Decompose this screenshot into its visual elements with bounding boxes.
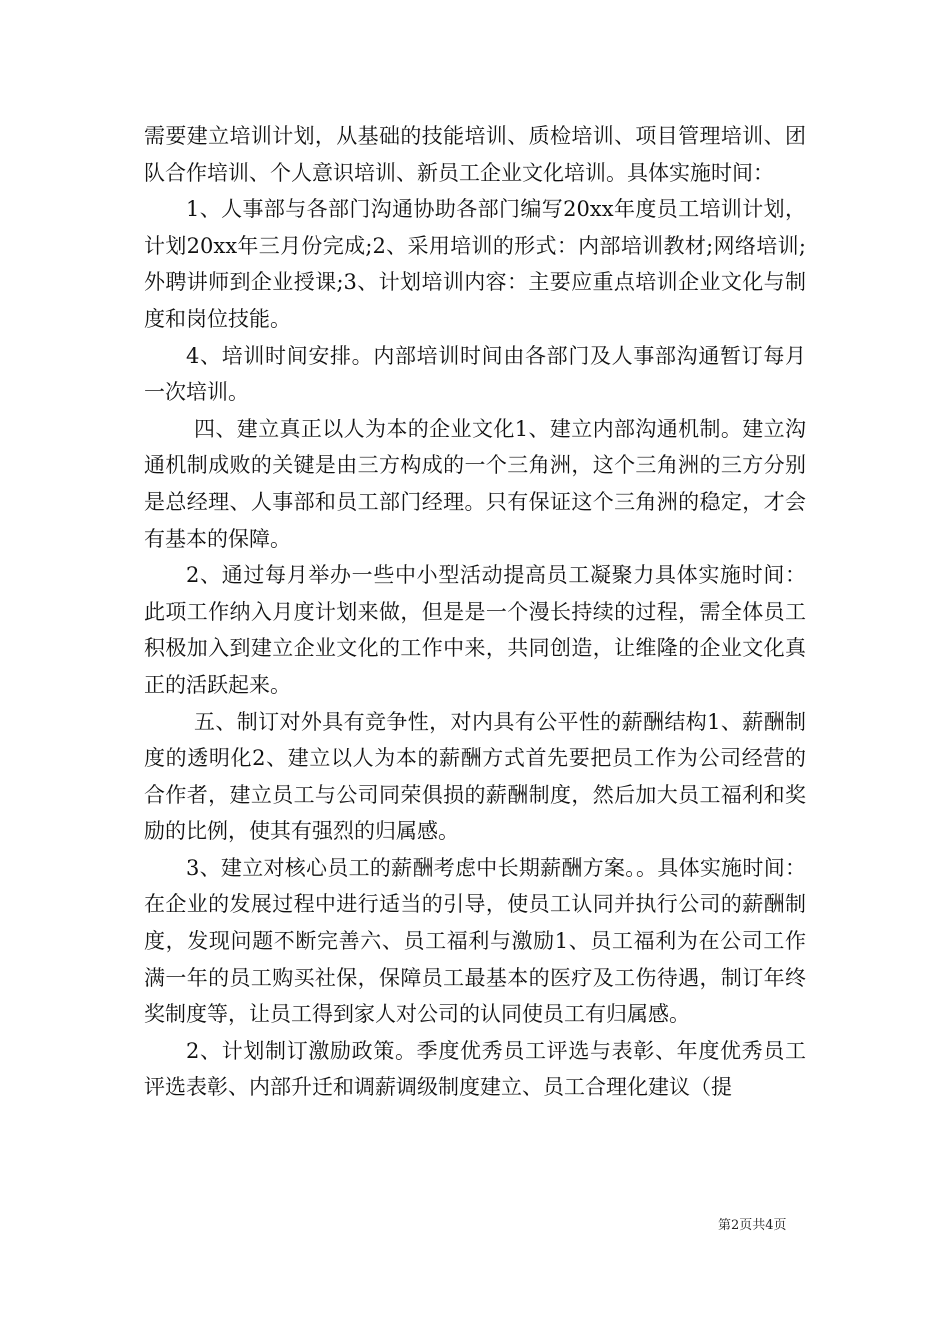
- paragraph-training-schedule: 4、培训时间安排。内部培训时间由各部门及人事部沟通暂订每月一次培训。: [144, 343, 806, 405]
- paragraph-incentive-policy: 2、计划制订激励政策。季度优秀员工评选与表彰、年度优秀员工评选表彰、内部升迁和调薪调级制度建立、员工合理化建议（提: [144, 1038, 806, 1100]
- paragraph-salary-structure: 五、制订对外具有竞争性，对内具有公平性的薪酬结构1、薪酬制度的透明化2、建立以人为本的薪酬方式首先要把员工作为公司经营的合作者，建立员工与公司同荣俱损的薪酬制度，然后加大员工福利和奖励的比例，使其有强烈的归属感。: [144, 709, 806, 844]
- paragraph-training-plan-intro: 需要建立培训计划，从基础的技能培训、质检培训、项目管理培训、团队合作培训、个人意识培训、新员工企业文化培训。具体实施时间：: [144, 124, 806, 185]
- document-body: [144, 118, 806, 1106]
- paragraph-corporate-culture: 四、建立真正以人为本的企业文化1、建立内部沟通机制。建立沟通机制成败的关键是由三方构成的一个三角洲，这个三角洲的三方分别是总经理、人事部和员工部门经理。只有保证这个三角洲的稳定，才会有基本的保障。: [144, 416, 806, 551]
- page-number-footer: 第2页共4页: [718, 1218, 787, 1233]
- paragraph-monthly-activities: 2、通过每月举办一些中小型活动提高员工凝聚力具体实施时间：此项工作纳入月度计划来做，但是是一个漫长持续的过程，需全体员工积极加入到建立企业文化的工作中来，共同创造，让维隆的企业文化真正的活跃起来。: [144, 563, 806, 697]
- paragraph-core-employee-salary: 3、建立对核心员工的薪酬考虑中长期薪酬方案。。具体实施时间：在企业的发展过程中进行适当的引导，使员工认同并执行公司的薪酬制度，发现问题不断完善六、员工福利与激励1、员工福利为在公司工作满一年的员工购买社保，保障员工最基本的医疗及工伤待遇，制订年终奖制度等，让员工得到家人对公司的认同使员工有归属感。: [144, 855, 806, 1027]
- paragraph-training-plan-steps: 1、人事部与各部门沟通协助各部门编写20xx年度员工培训计划，计划20xx年三月份完成;2、采用培训的形式：内部培训教材;网络培训;外聘讲师到企业授课;3、计划培训内容：主要应重点培训企业文化与制度和岗位技能。: [144, 197, 806, 331]
